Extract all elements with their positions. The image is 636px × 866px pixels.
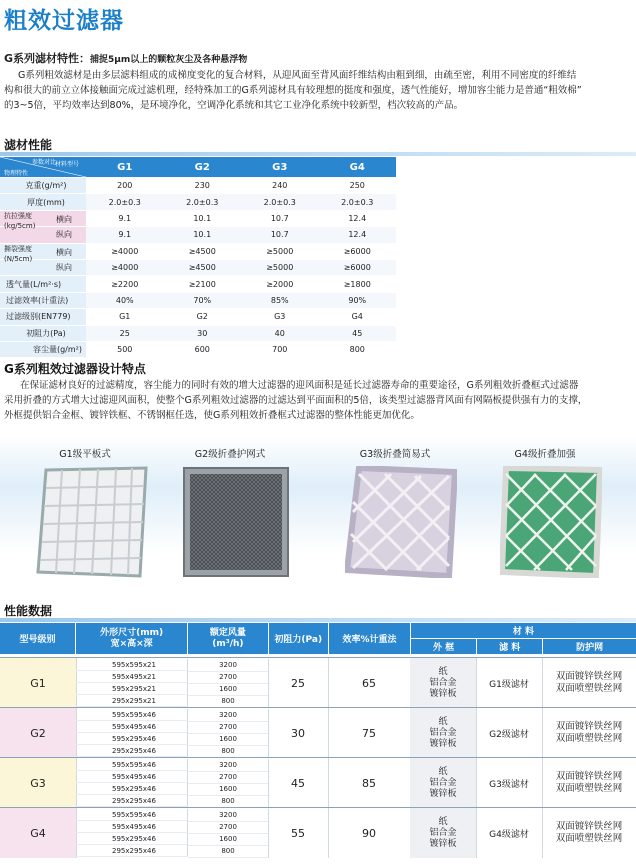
spec-row: 纵向 ≥4000 ≥4500 ≥5000 ≥6000 — [0, 259, 396, 275]
spec-col-header: G2 — [164, 157, 242, 178]
material-line: 的3~5倍，平均效率达到80%，是环境净化，空调净化系统和其它工业净化系统中较新型，档次较高的产品。 — [4, 100, 464, 111]
perf-size: 595x295x46 — [76, 833, 188, 845]
perf-header-material: 材 料 — [410, 623, 636, 638]
perf-group — [0, 757, 636, 808]
perf-airflow: 3200 — [188, 759, 269, 772]
perf-header-media: 滤 料 — [477, 638, 543, 654]
perf-efficiency: 75 — [328, 708, 411, 758]
perf-size: 595x295x46 — [76, 783, 188, 795]
design-line: 采用折叠的方式增大过滤迎风面积，使整个G系列粗效过滤器的过滤达到平面面积的5倍，该类型过滤器背风面有网隔板提供强有力的支撑， — [4, 395, 588, 406]
perf-airflow: 3200 — [188, 659, 269, 672]
perf-airflow: 2700 — [188, 671, 269, 684]
spec-col-header: G3 — [241, 157, 319, 178]
perf-efficiency: 85 — [328, 758, 411, 808]
section-rule — [0, 618, 636, 622]
perf-table — [0, 623, 636, 654]
perf-media: G1级滤材 — [476, 658, 543, 708]
page-title: 粗效过滤器 — [4, 8, 124, 34]
perf-model: G4 — [0, 808, 77, 858]
perf-size: 295x295x46 — [76, 795, 188, 807]
product-label: G2级折叠护网式 — [194, 449, 266, 460]
perf-group — [0, 707, 636, 758]
perf-efficiency: 90 — [328, 808, 411, 858]
spec-col-header: G4 — [319, 157, 397, 178]
filter-g3-image — [345, 466, 457, 582]
spec-group-label: 撕裂强度 (N/5cm) — [4, 244, 33, 263]
perf-heading: 性能数据 — [4, 604, 53, 618]
spec-row: 撕裂强度 (N/5cm) 横向 ≥4000 ≥4500 ≥5000 ≥6000 — [0, 243, 396, 259]
perf-header-size: 外形尺寸(mm) 宽×高×深 — [75, 623, 187, 654]
perf-airflow: 800 — [188, 795, 269, 808]
perf-resistance: 25 — [268, 658, 329, 708]
filter-g1-image — [36, 466, 150, 582]
perf-size: 595x495x21 — [76, 671, 188, 683]
design-section — [4, 378, 634, 423]
spec-row: 初阻力(Pa) 25 30 40 45 — [0, 325, 396, 341]
perf-model: G3 — [0, 758, 77, 808]
perf-size: 595x495x46 — [76, 771, 188, 783]
product-label: G4级折叠加强 — [514, 449, 576, 460]
spec-row: 过滤效率(计重法) 40% 70% 85% 90% — [0, 292, 396, 308]
perf-media: G2级滤材 — [476, 708, 543, 758]
perf-size: 595x595x21 — [76, 659, 188, 671]
spec-group-label: 抗拉强度 (kg/5cm) — [4, 211, 36, 230]
perf-size: 595x295x46 — [76, 733, 188, 745]
spec-row: 纵向 9.1 10.1 10.7 12.4 — [0, 227, 396, 243]
perf-efficiency: 65 — [328, 658, 411, 708]
perf-size: 295x295x46 — [76, 845, 188, 857]
filter-g2-image — [182, 466, 290, 582]
material-section — [4, 50, 632, 113]
perf-size: 595x595x46 — [76, 809, 188, 821]
perf-media: G4级滤材 — [476, 808, 543, 858]
perf-airflow: 2700 — [188, 821, 269, 834]
perf-frame: 纸 铝合金 镀锌板 — [410, 808, 477, 858]
perf-model: G2 — [0, 708, 77, 758]
perf-header-efficiency: 效率%计重法 — [328, 623, 410, 654]
perf-header-frame: 外 框 — [410, 638, 476, 654]
perf-size: 595x495x46 — [76, 721, 188, 733]
perf-header-resistance: 初阻力(Pa) — [268, 623, 328, 654]
perf-frame: 纸 铝合金 镀锌板 — [410, 658, 477, 708]
spec-col-header: G1 — [86, 157, 164, 178]
perf-header-mesh: 防护网 — [543, 638, 636, 654]
perf-airflow: 800 — [188, 695, 269, 708]
perf-airflow: 2700 — [188, 721, 269, 734]
perf-resistance: 30 — [268, 708, 329, 758]
perf-header-airflow: 额定风量 (m³/h) — [188, 623, 268, 654]
perf-airflow: 3200 — [188, 709, 269, 722]
perf-airflow: 1600 — [188, 833, 269, 846]
design-heading: G系列粗效过滤器设计特点 — [4, 362, 146, 376]
filter-g4-image — [500, 466, 602, 582]
product-label: G1级平板式 — [59, 449, 111, 460]
spec-table — [0, 157, 396, 358]
material-heading: G系列滤材特性：捕捉5μm以上的颗粒灰尘及各种悬浮物 — [4, 52, 248, 65]
spec-row: 过滤级别(EN779) G1 G2 G3 G4 — [0, 309, 396, 325]
perf-size: 595x495x46 — [76, 821, 188, 833]
perf-resistance: 55 — [268, 808, 329, 858]
perf-airflow: 800 — [188, 845, 269, 858]
spec-row: 抗拉强度 (kg/5cm) 横向 9.1 10.1 10.7 12.4 — [0, 210, 396, 226]
perf-media: G3级滤材 — [476, 758, 543, 808]
perf-airflow: 2700 — [188, 771, 269, 784]
perf-group — [0, 657, 636, 708]
product-label: G3级折叠简易式 — [359, 449, 431, 460]
perf-airflow: 1600 — [188, 783, 269, 796]
perf-size: 595x595x46 — [76, 709, 188, 721]
perf-group — [0, 807, 636, 858]
perf-frame: 纸 铝合金 镀锌板 — [410, 708, 477, 758]
perf-size: 595x295x21 — [76, 683, 188, 695]
design-line: 外框提供铝合金框、镀锌铁框、不锈钢框任选，使G系列粗效折叠框式过滤器的整体性能更加优化。 — [4, 410, 420, 421]
perf-header-model: 型号级别 — [0, 623, 75, 654]
perf-mesh: 双面镀锌铁丝网 双面喷塑铁丝网 — [555, 771, 623, 794]
perf-airflow: 800 — [188, 745, 269, 758]
perf-airflow: 1600 — [188, 733, 269, 746]
perf-frame: 纸 铝合金 镀锌板 — [410, 758, 477, 808]
perf-mesh: 双面镀锌铁丝网 双面喷塑铁丝网 — [555, 671, 623, 694]
spec-row: 克重(g/m²) 200 230 240 250 — [0, 178, 396, 194]
section-rule — [0, 152, 636, 156]
perf-resistance: 45 — [268, 758, 329, 808]
perf-size: 295x295x21 — [76, 695, 188, 707]
perf-airflow: 3200 — [188, 809, 269, 822]
perf-mesh: 双面镀锌铁丝网 双面喷塑铁丝网 — [555, 721, 623, 744]
perf-size: 595x595x46 — [76, 759, 188, 771]
perf-size: 295x295x46 — [76, 745, 188, 757]
spec-row: 厚度(mm) 2.0±0.3 2.0±0.3 2.0±0.3 2.0±0.3 — [0, 194, 396, 210]
perf-model: G1 — [0, 658, 77, 708]
spec-corner: 参数对比 材料型号 物理特性 — [0, 157, 86, 178]
spec-heading: 滤材性能 — [4, 138, 53, 152]
perf-airflow: 1600 — [188, 683, 269, 696]
material-line: G系列粗效滤材是由多层滤料组成的成梯度变化的复合材料，从迎风面至背风面纤维结构由粗到细，由疏至密，利用不同密度的纤维结 — [18, 70, 577, 81]
spec-row: 透气量(L/m²·s) ≥2200 ≥2100 ≥2000 ≥1800 — [0, 276, 396, 292]
spec-row: 容尘量(g/m²) 500 600 700 800 — [0, 341, 396, 357]
design-line: 在保证滤材良好的过滤精度，容尘能力的同时有效的增大过滤器的迎风面积是延长过滤器寿命的重要途径，G系列粗效折叠框式过滤器 — [20, 380, 579, 391]
perf-mesh: 双面镀锌铁丝网 双面喷塑铁丝网 — [555, 821, 623, 844]
material-line: 构和很大的前立立体接触面完成过滤机理，经特殊加工的G系列滤材具有较理想的挺度和强度，透气性能好，增加容尘能力是普通“粗效棉” — [4, 85, 582, 96]
